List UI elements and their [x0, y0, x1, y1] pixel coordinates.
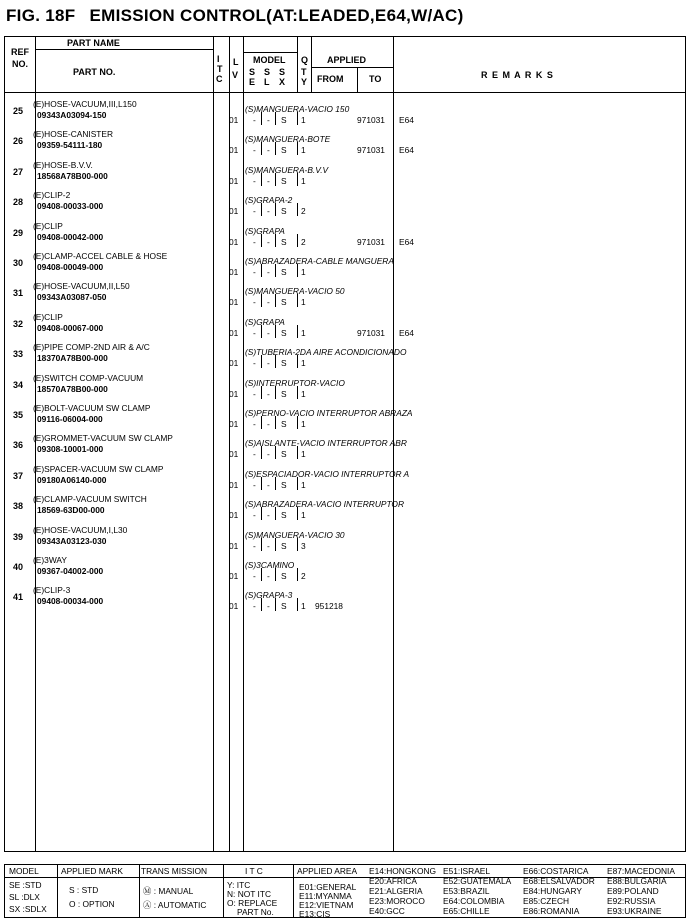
applied-to: 971031	[357, 327, 385, 338]
quantity: 1	[301, 327, 306, 338]
table-row	[5, 583, 685, 614]
model-se: -	[253, 449, 256, 460]
model-sl: -	[267, 571, 270, 581]
model-se: -	[253, 175, 256, 186]
parts-table	[4, 36, 686, 852]
quantity: 2	[301, 236, 306, 247]
legend-area-item: E88:BULGARIA	[607, 876, 667, 886]
applied-to: 971031	[357, 145, 385, 156]
table-row	[5, 492, 685, 523]
ref-no: 34	[12, 379, 23, 390]
lv-code: 01	[229, 601, 239, 612]
lv-code: 01	[229, 479, 239, 490]
legend-area-item: E13:CIS	[299, 909, 331, 919]
legend-area-item: E84:HUNGARY	[523, 886, 582, 896]
part-number: 09343A03123-030	[37, 535, 107, 546]
table-row	[5, 310, 685, 341]
legend-area-item: E23:MOROCO	[369, 896, 425, 906]
model-sl: -	[267, 358, 270, 369]
quantity: 2	[301, 571, 306, 581]
quantity: 1	[301, 145, 306, 156]
table-row	[5, 249, 685, 280]
ref-no: 30	[12, 258, 23, 268]
part-number: 09408-00034-000	[37, 596, 104, 607]
model-sx: S	[281, 358, 287, 369]
table-row	[5, 523, 685, 554]
legend-area-item: E21:ALGERIA	[369, 886, 423, 896]
model-col-sx-s: S	[279, 67, 286, 77]
part-name: (E)CLIP-2	[33, 190, 71, 201]
part-name: (E)CLAMP-VACUUM SWITCH	[33, 494, 147, 505]
model-col-sl-l: L	[264, 77, 270, 87]
model-sl: -	[267, 479, 270, 490]
quantity: 1	[301, 479, 306, 490]
model-sx: S	[281, 601, 287, 612]
model-se: -	[253, 571, 256, 581]
legend-mark-head: APPLIED MARK	[61, 866, 123, 876]
remarks: E64	[399, 327, 414, 338]
spanish-name: (S)MANGUERA-B.V.V	[245, 164, 329, 175]
part-number: 09408-00049-000	[37, 262, 104, 272]
model-sl: -	[267, 175, 270, 186]
part-number: 18569-63D00-000	[37, 505, 105, 516]
model-se: -	[253, 206, 256, 217]
model-sl: -	[267, 388, 270, 399]
ref-no: 36	[12, 440, 23, 451]
table-row	[5, 371, 685, 402]
legend-area-item: E93:UKRAINE	[607, 906, 662, 916]
ref-no: 41	[12, 592, 23, 603]
itc-header-i: I	[217, 54, 220, 64]
model-se: -	[253, 479, 256, 490]
part-name: (E)3WAY	[33, 555, 67, 565]
model-se: -	[253, 419, 256, 429]
table-row	[5, 188, 685, 219]
lv-code: 01	[229, 115, 239, 125]
spanish-name: (S)ABRAZADERA-VACIO INTERRUPTOR	[245, 499, 404, 510]
legend-area-item: E51:ISRAEL	[443, 866, 491, 876]
model-sx: S	[281, 297, 287, 308]
model-se: -	[253, 510, 256, 521]
part-name-header: PART NAME	[67, 38, 120, 48]
spanish-name: (S)ABRAZADERA-CABLE MANGUERA	[245, 256, 394, 266]
legend-area-item: E87:MACEDONIA	[607, 866, 675, 876]
legend-mark-line: S : STD	[69, 885, 99, 895]
table-header	[5, 37, 685, 93]
part-name: (E)HOSE-CANISTER	[33, 129, 114, 140]
part-number: 09308-10001-000	[37, 444, 104, 455]
part-number: 09367-04002-000	[37, 566, 104, 576]
part-name: (E)SPACER-VACUUM SW CLAMP	[33, 463, 164, 474]
spanish-name: (S)GRAPA-2	[245, 195, 293, 206]
model-header: MODEL	[253, 55, 286, 65]
lv-code: 01	[229, 419, 239, 429]
spanish-name: (S)MANGUERA-BOTE	[245, 134, 331, 145]
legend-area-item: E68:ELSALVADOR	[523, 876, 595, 886]
legend-model-line: SE :STD	[9, 880, 42, 890]
ref-header: REF	[11, 47, 29, 57]
part-number: 09343A03087-050	[37, 292, 107, 303]
model-col-se-s: S	[249, 67, 256, 77]
spanish-name: (S)INTERRUPTOR-VACIO	[245, 377, 345, 388]
applied-from: 951218	[315, 601, 343, 612]
part-number: 18370A78B00-000	[37, 353, 108, 364]
part-name: (E)HOSE-VACUUM,I,L30	[33, 524, 128, 535]
part-number: 09359-54111-180	[37, 140, 103, 151]
part-name: (E)GROMMET-VACUUM SW CLAMP	[33, 433, 173, 444]
legend-area-item: E53:BRAZIL	[443, 886, 490, 896]
itc-header-c: C	[216, 74, 223, 84]
model-sl: -	[267, 327, 270, 338]
model-sx: S	[281, 510, 287, 521]
part-name: (E)CLIP	[33, 220, 63, 231]
quantity: 1	[301, 601, 306, 612]
part-name: (E)CLIP	[33, 311, 63, 322]
part-number: 18570A78B00-000	[37, 383, 108, 394]
part-no-header: PART NO.	[73, 67, 116, 77]
quantity: 1	[301, 388, 306, 399]
table-row	[5, 158, 685, 189]
legend-area-item: E11:MYANMA	[299, 891, 352, 901]
ref-no: 31	[12, 288, 23, 299]
spanish-name: (S)TUBERIA-2DA AIRE ACONDICIONADO	[245, 347, 407, 358]
model-sx: S	[281, 206, 287, 217]
legend-area-item: E52:GUATEMALA	[443, 876, 512, 886]
quantity: 2	[301, 206, 306, 217]
table-row	[5, 431, 685, 462]
part-number: 09343A03094-150	[37, 110, 107, 120]
lv-code: 01	[229, 540, 239, 551]
model-sx: S	[281, 267, 287, 277]
legend-itc-head: I T C	[245, 866, 263, 876]
ref-no: 29	[12, 227, 23, 238]
model-sx: S	[281, 419, 287, 429]
lv-header-l: L	[233, 57, 239, 67]
table-row	[5, 553, 685, 584]
no-header: NO.	[11, 59, 28, 69]
ref-no: 40	[12, 562, 23, 572]
legend-model-line: SX :SDLX	[9, 904, 47, 914]
table-row	[5, 462, 685, 493]
model-sx: S	[281, 115, 287, 125]
legend-area-item: E86:ROMANIA	[523, 906, 580, 916]
model-sl: -	[267, 601, 270, 612]
legend-area-item: E20:AFRICA	[369, 876, 417, 886]
quantity: 1	[301, 419, 306, 429]
lv-code: 01	[229, 327, 239, 338]
legend-itc-line: PART No.	[237, 907, 274, 917]
qty-header-q: Q	[301, 55, 309, 65]
legend-trans-line: Ⓐ : AUTOMATIC	[143, 900, 207, 910]
ref-no: 37	[12, 470, 23, 481]
lv-code: 01	[229, 236, 239, 247]
legend-area-item: E92:RUSSIA	[607, 896, 656, 906]
legend-area-item: E12:VIETNAM	[299, 900, 354, 910]
quantity: 1	[301, 449, 306, 460]
lv-code: 01	[229, 510, 239, 521]
ref-no: 32	[12, 318, 23, 329]
table-row	[5, 127, 685, 158]
applied-header: APPLIED	[327, 55, 367, 65]
spanish-name: (S)ESPACIADOR-VACIO INTERRUPTOR A	[245, 468, 410, 479]
model-sx: S	[281, 449, 287, 460]
legend-mark-line: O : OPTION	[69, 899, 115, 909]
qty-header-t: T	[301, 67, 307, 77]
part-number: 09408-00042-000	[37, 231, 104, 242]
from-header: FROM	[317, 74, 344, 84]
model-sl: -	[267, 449, 270, 460]
part-number: 09180A06140-000	[37, 474, 107, 485]
model-sl: -	[267, 206, 270, 217]
legend-itc-line: O: REPLACE	[227, 898, 278, 908]
spanish-name: (S)GRAPA	[245, 316, 285, 327]
spanish-name: (S)MANGUERA-VACIO 30	[245, 529, 345, 540]
part-number: 18568A78B00-000	[37, 170, 108, 181]
part-name: (E)HOSE-VACUUM,II,L50	[33, 281, 130, 292]
spanish-name: (S)PERNO-VACIO INTERRUPTOR ABRAZA	[245, 408, 413, 418]
model-sx: S	[281, 327, 287, 338]
model-sx: S	[281, 236, 287, 247]
model-sl: -	[267, 267, 270, 277]
table-row	[5, 219, 685, 250]
part-name: (E)HOSE-B.V.V.	[33, 159, 93, 170]
quantity: 1	[301, 510, 306, 521]
spanish-name: (S)AISLANTE-VACIO INTERRUPTOR ABR	[245, 438, 407, 449]
model-col-se-e: E	[249, 77, 256, 87]
lv-code: 01	[229, 358, 239, 369]
model-sl: -	[267, 510, 270, 521]
quantity: 1	[301, 297, 306, 308]
table-row	[5, 279, 685, 310]
model-se: -	[253, 297, 256, 308]
lv-code: 01	[229, 388, 239, 399]
table-row	[5, 340, 685, 371]
model-se: -	[253, 236, 256, 247]
model-sx: S	[281, 479, 287, 490]
itc-header-t: T	[217, 64, 223, 74]
spanish-name: (S)MANGUERA-VACIO 50	[245, 286, 345, 297]
quantity: 3	[301, 540, 306, 551]
model-sx: S	[281, 175, 287, 186]
legend-area-item: E40:GCC	[369, 906, 405, 916]
part-name: (E)PIPE COMP-2ND AIR & A/C	[33, 342, 150, 353]
part-name: (E)CLIP-3	[33, 585, 71, 596]
lv-code: 01	[229, 175, 239, 186]
legend-itc-line: Y: ITC	[227, 880, 251, 890]
remarks-header: R E M A R K S	[481, 70, 554, 80]
legend-box	[4, 864, 686, 918]
part-number: 09408-00033-000	[37, 201, 104, 212]
part-name: (E)CLAMP-ACCEL CABLE & HOSE	[33, 251, 168, 261]
spanish-name: (S)3CAMINO	[245, 560, 295, 570]
lv-code: 01	[229, 297, 239, 308]
ref-no: 26	[12, 136, 23, 147]
legend-area-item: E85:CZECH	[523, 896, 570, 906]
remarks: E64	[399, 115, 414, 125]
table-row	[5, 97, 685, 128]
lv-code: 01	[229, 206, 239, 217]
model-sl: -	[267, 115, 270, 125]
lv-code: 01	[229, 571, 239, 581]
model-se: -	[253, 327, 256, 338]
legend-area-item: E64:COLOMBIA	[443, 896, 505, 906]
applied-to: 971031	[357, 236, 385, 247]
figure-number: FIG. 18F	[6, 6, 76, 25]
model-se: -	[253, 145, 256, 156]
legend-area-item: E66:COSTARICA	[523, 866, 589, 876]
lv-code: 01	[229, 449, 239, 460]
legend-area-item: E14:HONGKONG	[369, 866, 437, 876]
ref-no: 25	[12, 106, 23, 116]
legend-area-head: APPLIED AREA	[297, 866, 358, 876]
remarks: E64	[399, 145, 414, 156]
applied-to: 971031	[357, 115, 385, 125]
model-se: -	[253, 601, 256, 612]
quantity: 1	[301, 115, 306, 125]
part-name: (E)HOSE-VACUUM,III,L150	[33, 99, 137, 109]
quantity: 1	[301, 358, 306, 369]
ref-no: 39	[12, 531, 23, 542]
model-sl: -	[267, 540, 270, 551]
legend-model-head: MODEL	[9, 866, 39, 876]
part-name: (E)BOLT-VACUUM SW CLAMP	[33, 403, 151, 413]
legend-area-item: E01:GENERAL	[299, 882, 357, 892]
qty-header-y: Y	[301, 77, 308, 87]
model-se: -	[253, 540, 256, 551]
page-title	[6, 6, 464, 26]
model-se: -	[253, 115, 256, 125]
model-sx: S	[281, 571, 287, 581]
model-sl: -	[267, 419, 270, 429]
lv-code: 01	[229, 145, 239, 156]
ref-no: 28	[12, 197, 23, 208]
model-se: -	[253, 267, 256, 277]
legend-trans-line: Ⓜ : MANUAL	[143, 886, 194, 896]
model-sl: -	[267, 145, 270, 156]
model-se: -	[253, 388, 256, 399]
ref-no: 35	[12, 410, 23, 420]
model-se: -	[253, 358, 256, 369]
part-name: (E)SWITCH COMP-VACUUM	[33, 372, 144, 383]
model-sx: S	[281, 145, 287, 156]
ref-no: 33	[12, 349, 23, 360]
model-col-sx-x: X	[279, 77, 286, 87]
legend-model-line: SL :DLX	[9, 892, 40, 902]
legend-itc-line: N: NOT ITC	[227, 889, 272, 899]
quantity: 1	[301, 175, 306, 186]
quantity: 1	[301, 267, 306, 277]
model-sx: S	[281, 540, 287, 551]
figure-title: EMISSION CONTROL(AT:LEADED,E64,W/AC)	[89, 6, 464, 25]
model-col-sl-s: S	[264, 67, 271, 77]
legend-area-item: E89:POLAND	[607, 886, 659, 896]
table-row	[5, 401, 685, 432]
lv-header-v: V	[232, 70, 239, 80]
model-sl: -	[267, 297, 270, 308]
spanish-name: (S)GRAPA	[245, 225, 285, 236]
model-sl: -	[267, 236, 270, 247]
part-number: 09408-00067-000	[37, 322, 104, 333]
model-sx: S	[281, 388, 287, 399]
lv-code: 01	[229, 267, 239, 277]
legend-area-item: E65:CHILLE	[443, 906, 490, 916]
legend-trans-head: TRANS MISSION	[141, 866, 208, 876]
part-number: 09116-06004-000	[37, 414, 103, 424]
to-header: TO	[369, 74, 382, 84]
ref-no: 38	[12, 501, 23, 512]
remarks: E64	[399, 236, 414, 247]
spanish-name: (S)GRAPA-3	[245, 590, 293, 601]
ref-no: 27	[12, 166, 23, 177]
spanish-name: (S)MANGUERA-VACIO 150	[245, 104, 350, 114]
